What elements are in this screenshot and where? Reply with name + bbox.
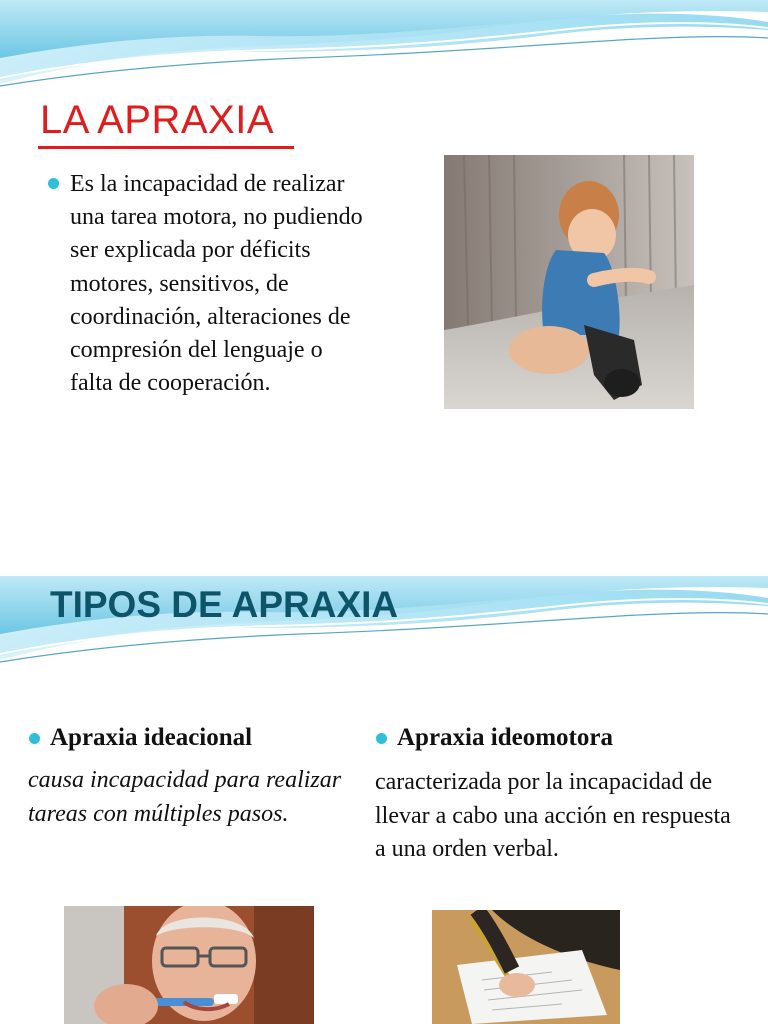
header-wave-decoration xyxy=(0,0,768,110)
type-heading xyxy=(375,722,735,754)
apraxia-type-ideational xyxy=(28,722,348,831)
bullet-dot-icon xyxy=(29,733,40,744)
hand-writing-photo xyxy=(432,910,620,1024)
definition-bullet xyxy=(48,168,368,400)
type-name: Apraxia ideomotora xyxy=(397,724,613,751)
type-description: caracterizada por la incapacidad de llevar a cabo una acción en respuesta a una orden verbal. xyxy=(375,769,731,862)
title-underline xyxy=(38,146,294,149)
slide-2 xyxy=(0,576,768,1024)
man-brushing-teeth-photo xyxy=(64,906,314,1024)
slide-title: LA APRAXIA xyxy=(40,98,275,142)
definition-text: Es la incapacidad de realizar una tarea motora, no pudiendo ser explicada por déficits motores, sensitivos, de coordinación, alteraciones de compresión del lenguaje o falta de cooperación. xyxy=(70,171,363,397)
type-name: Apraxia ideacional xyxy=(50,724,253,751)
apraxia-type-ideomotor xyxy=(375,722,735,867)
type-heading xyxy=(28,722,348,754)
bullet-dot-icon xyxy=(48,178,59,189)
bullet-dot-icon xyxy=(376,733,387,744)
type-description: causa incapacidad para realizar tareas con múltiples pasos. xyxy=(28,767,342,827)
child-tying-shoe-photo xyxy=(444,155,694,409)
slide-title: TIPOS DE APRAXIA xyxy=(50,584,399,625)
